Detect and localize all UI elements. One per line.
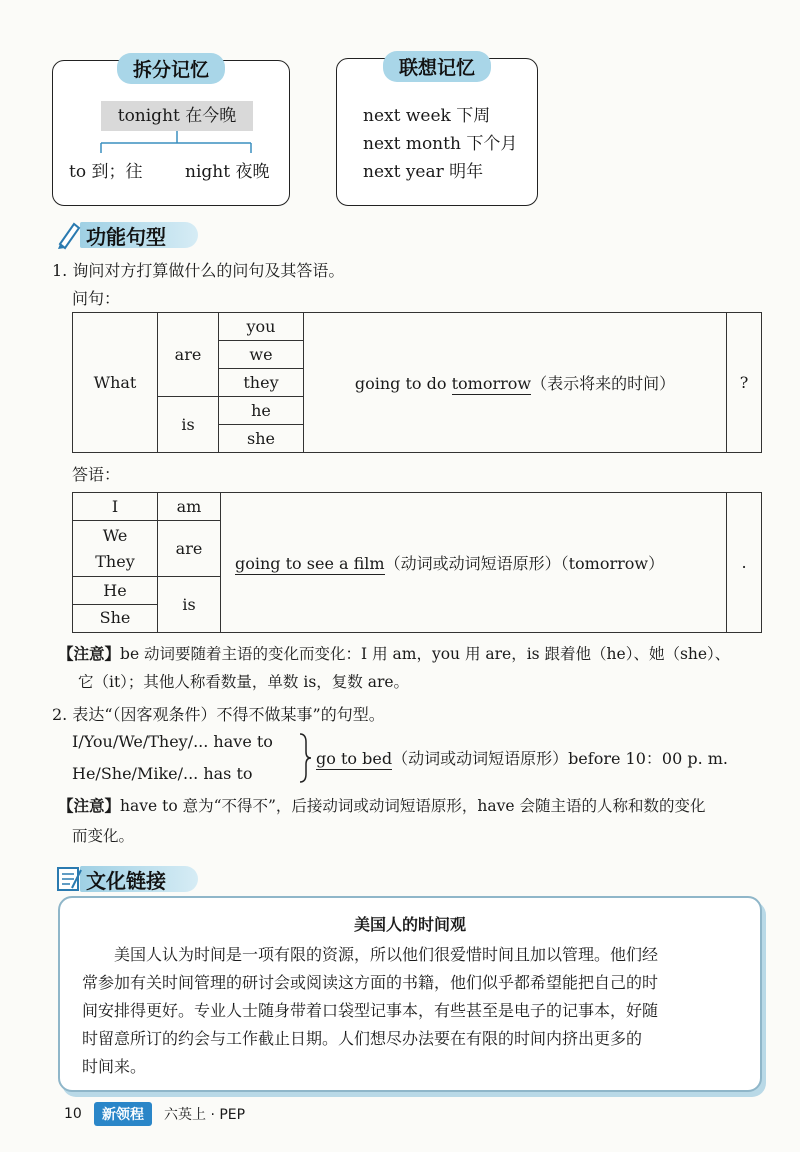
culture-line-3: 间安排得更好。专业人士随身带着口袋型记事本，有些甚至是电子的记事本，好随 bbox=[82, 1001, 659, 1020]
split-tree-lines bbox=[53, 61, 289, 205]
split-memory-word: tonight 在今晚 bbox=[101, 101, 253, 131]
question-pred-prefix: going to do bbox=[354, 374, 452, 393]
answer-subject: He bbox=[103, 581, 127, 600]
question-table bbox=[72, 312, 762, 453]
brace-icon bbox=[296, 732, 312, 784]
brand-badge: 新领程 bbox=[94, 1102, 152, 1126]
section-title-function: 功能句型 bbox=[86, 225, 166, 249]
item2-line1: I/You/We/They/... have to bbox=[72, 732, 273, 751]
association-memory-box bbox=[336, 58, 538, 206]
split-memory-left: to 到；往 bbox=[69, 162, 143, 182]
item2-predicate bbox=[316, 746, 728, 769]
book-title: 六英上 · PEP bbox=[164, 1107, 246, 1123]
question-pred-note: （表示将来的时间） bbox=[531, 374, 676, 393]
question-subject: we bbox=[219, 341, 304, 369]
answer-be-am: am bbox=[158, 493, 221, 521]
item2-pred-rest: （动词或动词短语原形）before 10：00 p. m. bbox=[392, 749, 729, 768]
item2-heading: 2. 表达“（因客观条件）不得不做某事”的句型。 bbox=[52, 705, 385, 724]
culture-line-4: 时留意所订的约会与工作截止日期。人们想尽办法要在有限的时间内挤出更多的 bbox=[82, 1029, 643, 1048]
section-header-function bbox=[52, 218, 212, 248]
item2-pred-underlined: go to bed bbox=[316, 749, 393, 768]
item2-line2: He/She/Mike/... has to bbox=[72, 764, 253, 783]
notebook-icon bbox=[54, 862, 84, 894]
question-subject: they bbox=[219, 369, 304, 397]
question-predicate bbox=[304, 313, 727, 453]
culture-line-1: 美国人认为时间是一项有限的资源，所以他们很爱惜时间且加以管理。他们经 bbox=[114, 945, 659, 964]
note2-tag: 【注意】 bbox=[58, 797, 121, 815]
culture-box bbox=[58, 896, 762, 1092]
answer-end-mark: . bbox=[727, 493, 762, 633]
culture-line-5: 时间来。 bbox=[82, 1057, 147, 1076]
note2-line2: 而变化。 bbox=[72, 827, 135, 845]
question-subject: she bbox=[219, 425, 304, 453]
note1-tag: 【注意】 bbox=[58, 645, 121, 663]
answer-table bbox=[72, 492, 762, 633]
question-wh: What bbox=[73, 313, 158, 453]
answer-be-are: are bbox=[158, 521, 221, 577]
answer-subject: She bbox=[73, 604, 157, 631]
answer-label: 答语： bbox=[72, 465, 121, 484]
question-be-is: is bbox=[158, 397, 219, 453]
question-subject: he bbox=[219, 397, 304, 425]
section-title-culture: 文化链接 bbox=[86, 869, 166, 893]
culture-line-2: 常参加有关时间管理的研讨会或阅读这方面的书籍，他们似乎都希望能把自己的时 bbox=[82, 973, 659, 992]
question-label: 问句： bbox=[72, 289, 121, 308]
association-line-3: next year 明年 bbox=[363, 162, 484, 182]
association-memory-title: 联想记忆 bbox=[383, 51, 491, 82]
question-subject: you bbox=[219, 313, 304, 341]
answer-subject: They bbox=[95, 551, 135, 571]
note1-line2: 它（it）；其他人称看数量，单数 is，复数 are。 bbox=[78, 673, 410, 691]
note1-text-1: be 动词要随着主语的变化而变化：I 用 am，you 用 are，is 跟着他（he）、她（she）、 bbox=[120, 645, 731, 663]
note1-line1 bbox=[58, 642, 730, 664]
association-line-1: next week 下周 bbox=[363, 106, 491, 126]
answer-subject: I bbox=[73, 493, 158, 521]
note2-text-1: have to 意为“不得不”，后接动词或动词短语原形，have 会随主语的人称和数的变化 bbox=[120, 797, 706, 815]
split-memory-box bbox=[52, 60, 290, 206]
association-line-2: next month 下个月 bbox=[363, 134, 518, 154]
answer-subject-pair bbox=[73, 577, 158, 633]
page-number: 10 bbox=[64, 1106, 82, 1122]
note2-line1 bbox=[58, 794, 706, 816]
pen-icon bbox=[54, 218, 84, 250]
item1-heading: 1. 询问对方打算做什么的问句及其答语。 bbox=[52, 261, 345, 280]
answer-predicate bbox=[221, 493, 727, 633]
split-memory-title: 拆分记忆 bbox=[117, 53, 225, 84]
split-memory-right: night 夜晚 bbox=[185, 162, 270, 182]
answer-be-is: is bbox=[158, 577, 221, 633]
answer-pred-note: （动词或动词短语原形）（tomorrow） bbox=[384, 554, 665, 573]
answer-subject-pair bbox=[73, 521, 158, 577]
question-be-are: are bbox=[158, 313, 219, 397]
question-end-mark: ? bbox=[727, 313, 762, 453]
culture-heading: 美国人的时间观 bbox=[353, 915, 466, 934]
question-pred-underlined: tomorrow bbox=[451, 374, 532, 393]
section-header-culture bbox=[52, 862, 212, 892]
answer-subject: We bbox=[102, 525, 128, 545]
answer-pred-underlined: going to see a film bbox=[235, 554, 385, 573]
